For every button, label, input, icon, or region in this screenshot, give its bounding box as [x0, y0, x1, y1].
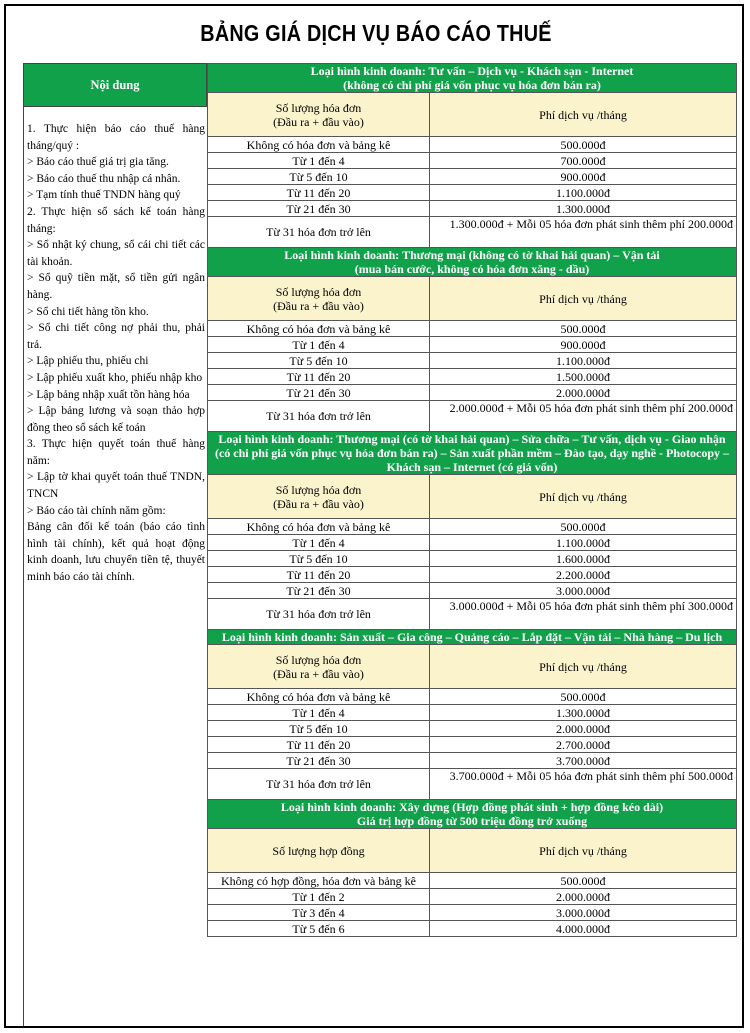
section-header-line: Giá trị hợp đồng từ 500 triệu đồng trở xuống: [356, 814, 588, 828]
content-line: > Sổ nhật ký chung, sổ cái chi tiết các tài khoản.: [27, 239, 205, 268]
invoice-range-cell: Từ 31 hóa đơn trở lên: [208, 599, 430, 630]
fee-cell: 1.300.000đ: [430, 705, 737, 721]
content-line: 3. Thực hiện quyết toán thuế hàng năm:: [27, 438, 205, 467]
table-row: [208, 369, 737, 385]
invoice-range-cell: Từ 5 đến 10: [208, 721, 430, 737]
column-header-line: (Đầu ra + đầu vào): [273, 114, 364, 129]
invoice-range-cell: Từ 5 đến 10: [208, 169, 430, 185]
fee-cell: 700.000đ: [430, 153, 737, 169]
table-row: [208, 137, 737, 153]
content-line: > Báo cáo thuế giá trị gia tăng.: [27, 156, 169, 169]
invoice-range-cell: Từ 1 đến 4: [208, 153, 430, 169]
content-line: 1. Thực hiện báo cáo thuế hàng tháng/quý :: [27, 123, 205, 152]
fee-cell: 1.300.000đ: [430, 201, 737, 217]
fee-cell: 900.000đ: [430, 169, 737, 185]
column-header-line: (Đầu ra + đầu vào): [273, 298, 364, 313]
invoice-range-cell: Từ 21 đến 30: [208, 385, 430, 401]
fee-cell: 2.000.000đ + Mỗi 05 hóa đơn phát sinh thêm phí 200.000đ: [430, 401, 737, 432]
section-header-line: Loại hình kinh doanh: Tư vấn – Dịch vụ - Khách sạn - Internet: [310, 64, 634, 78]
column-header-line: Số lượng hóa đơn: [275, 284, 362, 299]
table-row: [208, 551, 737, 567]
document-frame: [4, 4, 744, 1028]
column-header-line: Số lượng hóa đơn: [275, 482, 362, 497]
content-line: > Lập bảng nhập xuất tồn hàng hóa: [27, 388, 190, 401]
section-header: [208, 630, 737, 645]
table-row: [208, 873, 737, 889]
content-description: [23, 107, 207, 1028]
invoice-range-cell: Từ 11 đến 20: [208, 567, 430, 583]
fee-cell: 900.000đ: [430, 337, 737, 353]
table-row: [208, 567, 737, 583]
fee-cell: 3.000.000đ: [430, 583, 737, 599]
section-header: [208, 248, 737, 277]
section-header: [208, 64, 737, 93]
content-line: > Lập phiếu thu, phiếu chi: [27, 355, 149, 368]
content-line: > Lập phiếu xuất kho, phiếu nhập kho: [27, 371, 203, 384]
column-header-fee: Phí dịch vụ /tháng: [430, 93, 737, 137]
table-row: [208, 921, 737, 937]
column-header-quantity: [208, 277, 430, 321]
fee-cell: 3.000.000đ: [430, 905, 737, 921]
content-line: > Báo cáo thuế thu nhập cá nhân.: [27, 172, 181, 185]
content-line: > Sổ chi tiết công nợ phải thu, phải trả.: [27, 322, 205, 351]
content-line: > Lập bảng lương và soạn thảo hợp đồng theo sổ sách kế toán: [27, 405, 205, 434]
column-header-quantity: [208, 475, 430, 519]
invoice-range-cell: Từ 1 đến 4: [208, 535, 430, 551]
table-row: [208, 721, 737, 737]
content-line: > Báo cáo tài chính năm gồm:: [27, 504, 166, 517]
invoice-range-cell: Từ 11 đến 20: [208, 737, 430, 753]
invoice-range-cell: Từ 5 đến 10: [208, 551, 430, 567]
table-row: [208, 535, 737, 551]
invoice-range-cell: Không có hóa đơn và bảng kê: [208, 519, 430, 535]
fee-cell: 1.300.000đ + Mỗi 05 hóa đơn phát sinh thêm phí 200.000đ: [430, 217, 737, 248]
table-row: [208, 599, 737, 630]
column-header-fee: Phí dịch vụ /tháng: [430, 645, 737, 689]
invoice-range-cell: Từ 3 đến 4: [208, 905, 430, 921]
fee-cell: 1.100.000đ: [430, 353, 737, 369]
fee-cell: 2.000.000đ: [430, 889, 737, 905]
section-header-line: Loại hình kinh doanh: Sản xuất – Gia công – Quảng cáo – Lắp đặt – Vận tải – Nhà hàng – Du lịch: [221, 630, 723, 644]
section-header: [208, 800, 737, 829]
table-row: [208, 689, 737, 705]
fee-cell: 2.000.000đ: [430, 721, 737, 737]
table-row: [208, 519, 737, 535]
fee-cell: 500.000đ: [430, 519, 737, 535]
fee-cell: 4.000.000đ: [430, 921, 737, 937]
fee-cell: 1.100.000đ: [430, 185, 737, 201]
table-row: [208, 737, 737, 753]
invoice-range-cell: Từ 5 đến 10: [208, 353, 430, 369]
invoice-range-cell: Từ 11 đến 20: [208, 185, 430, 201]
table-row: [208, 337, 737, 353]
fee-cell: 2.000.000đ: [430, 385, 737, 401]
price-tables: [207, 63, 736, 937]
invoice-range-cell: Từ 1 đến 2: [208, 889, 430, 905]
table-row: [208, 185, 737, 201]
table-row: [208, 353, 737, 369]
invoice-range-cell: Từ 5 đến 6: [208, 921, 430, 937]
invoice-range-cell: Từ 1 đến 4: [208, 705, 430, 721]
table-row: [208, 583, 737, 599]
invoice-range-cell: Từ 21 đến 30: [208, 583, 430, 599]
column-header-fee: Phí dịch vụ /tháng: [430, 475, 737, 519]
fee-cell: 500.000đ: [430, 689, 737, 705]
invoice-range-cell: Không có hợp đồng, hóa đơn và bảng kê: [208, 873, 430, 889]
column-header-line: Số lượng hóa đơn: [275, 100, 362, 115]
invoice-range-cell: Không có hóa đơn và bảng kê: [208, 321, 430, 337]
table-row: [208, 753, 737, 769]
column-header-quantity: [208, 93, 430, 137]
fee-cell: 3.700.000đ + Mỗi 05 hóa đơn phát sinh thêm phí 500.000đ: [430, 769, 737, 800]
column-header-line: Số lượng hóa đơn: [275, 652, 362, 667]
invoice-range-cell: Không có hóa đơn và bảng kê: [208, 137, 430, 153]
invoice-range-cell: Từ 11 đến 20: [208, 369, 430, 385]
fee-cell: 1.100.000đ: [430, 535, 737, 551]
section-header-line: (mua bán cước, không có hóa đơn xăng - dầu): [354, 262, 590, 276]
fee-cell: 500.000đ: [430, 873, 737, 889]
invoice-range-cell: Từ 31 hóa đơn trở lên: [208, 401, 430, 432]
table-row: [208, 905, 737, 921]
table-row: [208, 321, 737, 337]
column-header-quantity: [208, 829, 430, 873]
section-header-line: (không có chi phí giá vốn phục vụ hóa đơn bán ra): [343, 78, 601, 92]
column-header-line: (Đầu ra + đầu vào): [273, 666, 364, 681]
column-header-line: Số lượng hợp đồng: [272, 843, 365, 858]
fee-cell: 1.500.000đ: [430, 369, 737, 385]
table-row: [208, 401, 737, 432]
content-line: > Lập tờ khai quyết toán thuế TNDN, TNCN: [27, 471, 205, 501]
page-title: BẢNG GIÁ DỊCH VỤ BÁO CÁO THUẾ: [200, 20, 552, 46]
table-row: [208, 217, 737, 248]
content-line: > Sổ quỹ tiền mặt, sổ tiền gửi ngân hàng.: [27, 272, 205, 301]
invoice-range-cell: Từ 31 hóa đơn trở lên: [208, 769, 430, 800]
table-row: [208, 385, 737, 401]
column-header-fee: Phí dịch vụ /tháng: [430, 277, 737, 321]
column-header-quantity: [208, 645, 430, 689]
fee-cell: 2.700.000đ: [430, 737, 737, 753]
table-row: [208, 769, 737, 800]
table-row: [208, 169, 737, 185]
fee-cell: 500.000đ: [430, 321, 737, 337]
content-line: > Tạm tính thuế TNDN hàng quý: [27, 189, 181, 202]
invoice-range-cell: Từ 31 hóa đơn trở lên: [208, 217, 430, 248]
table-row: [208, 889, 737, 905]
content-column-header: Nội dung: [23, 63, 207, 107]
fee-cell: 1.600.000đ: [430, 551, 737, 567]
column-header-fee: Phí dịch vụ /tháng: [430, 829, 737, 873]
column-header-line: (Đầu ra + đầu vào): [273, 496, 364, 511]
content-line: Bảng cân đối kế toán (báo cáo tình hình tài chính), kết quả hoạt động kinh doanh, lưu chuyển tiền tệ, thuyết minh báo cáo tài chính.: [27, 521, 205, 584]
section-header-line: Loại hình kinh doanh: Xây dựng (Hợp đồng phát sinh + hợp đồng kéo dài): [280, 800, 664, 814]
section-header-line: Loại hình kinh doanh: Thương mại (có tờ khai hải quan) – Sửa chữa – Tư vấn, dịch vụ - Giao nhận (có chi phí giá vốn phục vụ hóa đơn bán ra) – Sản xuất phần mềm – Đào tạo, dạy nghề - Photocopy – Khách sạn – Internet (có giá vốn): [214, 432, 730, 474]
content-line: > Sổ chi tiết hàng tồn kho.: [27, 305, 149, 318]
fee-cell: 500.000đ: [430, 137, 737, 153]
invoice-range-cell: Từ 21 đến 30: [208, 201, 430, 217]
table-row: [208, 201, 737, 217]
fee-cell: 3.000.000đ + Mỗi 05 hóa đơn phát sinh thêm phí 300.000đ: [430, 599, 737, 630]
table-row: [208, 705, 737, 721]
content-line: 2. Thực hiện sổ sách kế toán hàng tháng:: [27, 205, 205, 235]
invoice-range-cell: Từ 1 đến 4: [208, 337, 430, 353]
invoice-range-cell: Không có hóa đơn và bảng kê: [208, 689, 430, 705]
fee-cell: 2.200.000đ: [430, 567, 737, 583]
price-table: [207, 63, 737, 937]
section-header: [208, 432, 737, 475]
section-header-line: Loại hình kinh doanh: Thương mại (không có tờ khai hải quan) – Vận tải: [284, 248, 660, 262]
invoice-range-cell: Từ 21 đến 30: [208, 753, 430, 769]
table-row: [208, 153, 737, 169]
fee-cell: 3.700.000đ: [430, 753, 737, 769]
